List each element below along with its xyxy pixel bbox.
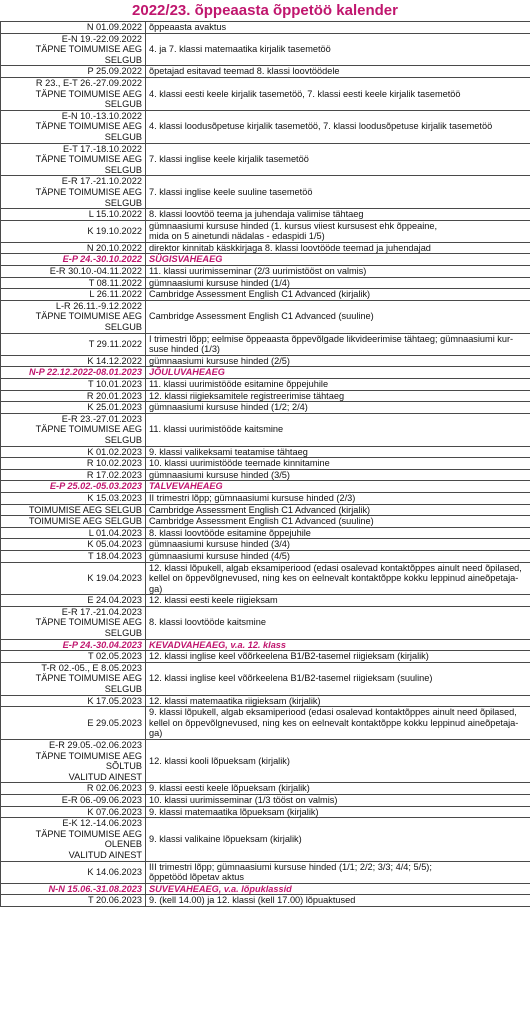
calendar-row [1,562,530,595]
holiday-row [1,481,530,493]
calendar-row [1,651,530,663]
row-event: 8. klassi loovtöö teema ja juhendaja valimise tähtaeg [146,209,530,221]
calendar-row [1,606,530,639]
calendar-row [1,539,530,551]
row-event: Cambridge Assessment English C1 Advanced (kirjalik) [146,289,530,301]
calendar-row [1,277,530,289]
row-date: K 05.04.2023 [1,539,146,551]
row-event: 4. klassi loodusõpetuse kirjalik tasemetöö, 7. klassi loodusõpetuse kirjalik tasemetöö [146,110,530,143]
row-event: gümnaasiumi kursuse hinded (3/5) [146,469,530,481]
row-event: gümnaasiumi kursuse hinded (4/5) [146,550,530,562]
row-date: E-P 25.02.-05.03.2023 [1,481,146,493]
row-date: T-R 02.-05., E 8.05.2023 TÄPNE TOIMUMISE AEG SELGUB [1,662,146,695]
calendar-row [1,110,530,143]
row-date: K 14.06.2023 [1,861,146,883]
page-title: 2022/23. õppeaasta õppetöö kalender [132,2,398,19]
calendar-row [1,266,530,278]
row-date: R 02.06.2023 [1,783,146,795]
row-event: gümnaasiumi kursuse hinded (1/2; 2/4) [146,402,530,414]
row-event: 7. klassi inglise keele kirjalik tasemetöö [146,143,530,176]
row-event: TALVEVAHEAEG [146,481,530,493]
row-event: Cambridge Assessment English C1 Advanced (suuline) [146,300,530,333]
calendar-row [1,550,530,562]
row-date: L 15.10.2022 [1,209,146,221]
row-date: R 20.01.2023 [1,390,146,402]
row-date: L 26.11.2022 [1,289,146,301]
row-date: E-P 24.-30.10.2022 [1,254,146,266]
calendar-row [1,595,530,607]
calendar-row [1,66,530,78]
row-event: II trimestri lõpp; gümnaasiumi kursuse hinded (2/3) [146,492,530,504]
calendar-row [1,469,530,481]
calendar-row [1,77,530,110]
row-date: R 23., E-T 26.-27.09.2022 TÄPNE TOIMUMISE AEG SELGUB [1,77,146,110]
row-date: T 02.05.2023 [1,651,146,663]
row-date: TOIMUMISE AEG SELGUB [1,516,146,528]
row-event: 12. klassi kooli lõpueksam (kirjalik) [146,740,530,783]
row-date: N 01.09.2022 [1,22,146,34]
row-date: E-T 17.-18.10.2022 TÄPNE TOIMUMISE AEG SELGUB [1,143,146,176]
row-date: E-K 12.-14.06.2023 TÄPNE TOIMUMISE AEG OLENEB VALITUD AINEST [1,818,146,861]
calendar-table [0,21,530,907]
row-event: gümnaasiumi kursuse hinded (1. kursus viiest kursusest ehk õppeaine, mida on 5 ainetundi nädalas - edaspidi 1/5) [146,220,530,242]
calendar-row [1,458,530,470]
row-date: T 29.11.2022 [1,333,146,355]
calendar-row [1,794,530,806]
row-date: T 18.04.2023 [1,550,146,562]
calendar-row [1,695,530,707]
row-event: III trimestri lõpp; gümnaasiumi kursuse hinded (1/1; 2/2; 3/3; 4/4; 5/5); õppetööd lõpetav aktus [146,861,530,883]
calendar-row [1,662,530,695]
holiday-row [1,367,530,379]
row-event: õpetajad esitavad teemad 8. klassi loovtöödele [146,66,530,78]
row-event: 4. ja 7. klassi matemaatika kirjalik tasemetöö [146,33,530,66]
calendar-row [1,379,530,391]
row-event: 9. (kell 14.00) ja 12. klassi (kell 17.00) lõpuaktused [146,895,530,907]
row-date: E-P 24.-30.04.2023 [1,639,146,651]
row-event: JÕULUVAHEAEG [146,367,530,379]
calendar-row [1,895,530,907]
calendar-row [1,176,530,209]
row-event: 9. klassi eesti keele lõpueksam (kirjalik) [146,783,530,795]
row-event: SUVEVAHEAEG, v.a. lõpuklassid [146,883,530,895]
calendar-row [1,446,530,458]
calendar-row [1,707,530,740]
calendar-rows [1,22,530,907]
calendar-row [1,209,530,221]
row-date: E-R 23.-27.01.2023 TÄPNE TOIMUMISE AEG SELGUB [1,413,146,446]
row-date: E-R 06.-09.06.2023 [1,794,146,806]
calendar-row [1,33,530,66]
row-event: 8. klassi loovtööde esitamine õppejuhile [146,527,530,539]
holiday-row [1,254,530,266]
row-date: N-P 22.12.2022-08.01.2023 [1,367,146,379]
row-date: E 29.05.2023 [1,707,146,740]
holiday-row [1,883,530,895]
calendar-row [1,516,530,528]
row-date: T 08.11.2022 [1,277,146,289]
holiday-row [1,639,530,651]
row-date: R 10.02.2023 [1,458,146,470]
row-event: direktor kinnitab käskkirjaga 8. klassi loovtööde teemad ja juhendajad [146,242,530,254]
row-event: 11. klassi uurimisseminar (2/3 uurimistööst on valmis) [146,266,530,278]
row-event: 9. klassi valikeksami teatamise tähtaeg [146,446,530,458]
calendar-row [1,492,530,504]
row-event: 11. klassi uurimistööde esitamine õppejuhile [146,379,530,391]
calendar-row [1,504,530,516]
row-date: E-N 19.-22.09.2022 TÄPNE TOIMUMISE AEG SELGUB [1,33,146,66]
row-event: gümnaasiumi kursuse hinded (2/5) [146,355,530,367]
row-event: 12. klassi lõpukell, algab eksamiperiood (edasi osalevad kontaktõppes ainult need õpilased, kellel on õppevõlgnevused, ning kes on eelnevalt kontaktõppe kokku leppinud aineõpetaja- ga) [146,562,530,595]
row-event: 9. klassi matemaatika lõpueksam (kirjalik) [146,806,530,818]
calendar-row [1,220,530,242]
calendar-row [1,818,530,861]
row-event: 12. klassi eesti keele riigieksam [146,595,530,607]
row-event: 12. klassi matemaatika riigieksam (kirjalik) [146,695,530,707]
calendar-row [1,355,530,367]
row-date: K 01.02.2023 [1,446,146,458]
calendar-row [1,740,530,783]
calendar-row [1,289,530,301]
row-event: õppeaasta avaktus [146,22,530,34]
row-date: K 07.06.2023 [1,806,146,818]
row-event: 4. klassi eesti keele kirjalik tasemetöö, 7. klassi eesti keele kirjalik tasemetöö [146,77,530,110]
row-date: T 20.06.2023 [1,895,146,907]
row-date: K 25.01.2023 [1,402,146,414]
row-event: KEVADVAHEAEG, v.a. 12. klass [146,639,530,651]
row-date: K 17.05.2023 [1,695,146,707]
row-date: E 24.04.2023 [1,595,146,607]
row-date: TOIMUMISE AEG SELGUB [1,504,146,516]
row-event: I trimestri lõpp; eelmise õppeaasta õppevõlgade likvideerimise tähtaeg; gümnaasiumi kur- suse hinded (1/3) [146,333,530,355]
calendar-row [1,300,530,333]
calendar-row [1,861,530,883]
row-date: T 10.01.2023 [1,379,146,391]
row-event: 10. klassi uurimisseminar (1/3 tööst on valmis) [146,794,530,806]
row-event: gümnaasiumi kursuse hinded (3/4) [146,539,530,551]
row-event: 11. klassi uurimistööde kaitsmine [146,413,530,446]
row-date: E-R 29.05.-02.06.2023 TÄPNE TOIMUMISE AEG SÕLTUB VALITUD AINEST [1,740,146,783]
row-date: E-R 30.10.-04.11.2022 [1,266,146,278]
row-date: E-R 17.-21.04.2023 TÄPNE TOIMUMISE AEG SELGUB [1,606,146,639]
row-date: E-R 17.-21.10.2022 TÄPNE TOIMUMISE AEG SELGUB [1,176,146,209]
row-event: 7. klassi inglise keele suuline tasemetöö [146,176,530,209]
row-event: 12. klassi inglise keel võõrkeelena B1/B2-tasemel riigieksam (suuline) [146,662,530,695]
row-date: K 15.03.2023 [1,492,146,504]
calendar-row [1,333,530,355]
row-date: E-N 10.-13.10.2022 TÄPNE TOIMUMISE AEG SELGUB [1,110,146,143]
row-date: R 17.02.2023 [1,469,146,481]
calendar-row [1,527,530,539]
calendar-row [1,783,530,795]
calendar-row [1,22,530,34]
calendar-row [1,413,530,446]
calendar-row [1,806,530,818]
row-event: 12. klassi riigieksamitele registreerimise tähtaeg [146,390,530,402]
row-date: L 01.04.2023 [1,527,146,539]
row-date: N-N 15.06.-31.08.2023 [1,883,146,895]
row-event: Cambridge Assessment English C1 Advanced (kirjalik) [146,504,530,516]
row-date: K 19.04.2023 [1,562,146,595]
row-event: 10. klassi uurimistööde teemade kinnitamine [146,458,530,470]
row-event: 12. klassi inglise keel võõrkeelena B1/B2-tasemel riigieksam (kirjalik) [146,651,530,663]
row-event: gümnaasiumi kursuse hinded (1/4) [146,277,530,289]
row-event: SÜGISVAHEAEG [146,254,530,266]
row-event: 8. klassi loovtööde kaitsmine [146,606,530,639]
row-date: K 14.12.2022 [1,355,146,367]
calendar-row [1,390,530,402]
calendar-row [1,143,530,176]
calendar-row [1,242,530,254]
row-event: 9. klassi lõpukell, algab eksamiperiood (edasi osalevad kontaktõppes ainult need õpilased, kellel on õppevõlgnevused, ning kes on eelnevalt kontaktõppe kokku leppinud aineõpetaja- ga) [146,707,530,740]
row-date: L-R 26.11.-9.12.2022 TÄPNE TOIMUMISE AEG SELGUB [1,300,146,333]
calendar-row [1,402,530,414]
row-date: K 19.10.2022 [1,220,146,242]
row-event: 9. klassi valikaine lõpueksam (kirjalik) [146,818,530,861]
row-date: N 20.10.2022 [1,242,146,254]
row-event: Cambridge Assessment English C1 Advanced (suuline) [146,516,530,528]
row-date: P 25.09.2022 [1,66,146,78]
